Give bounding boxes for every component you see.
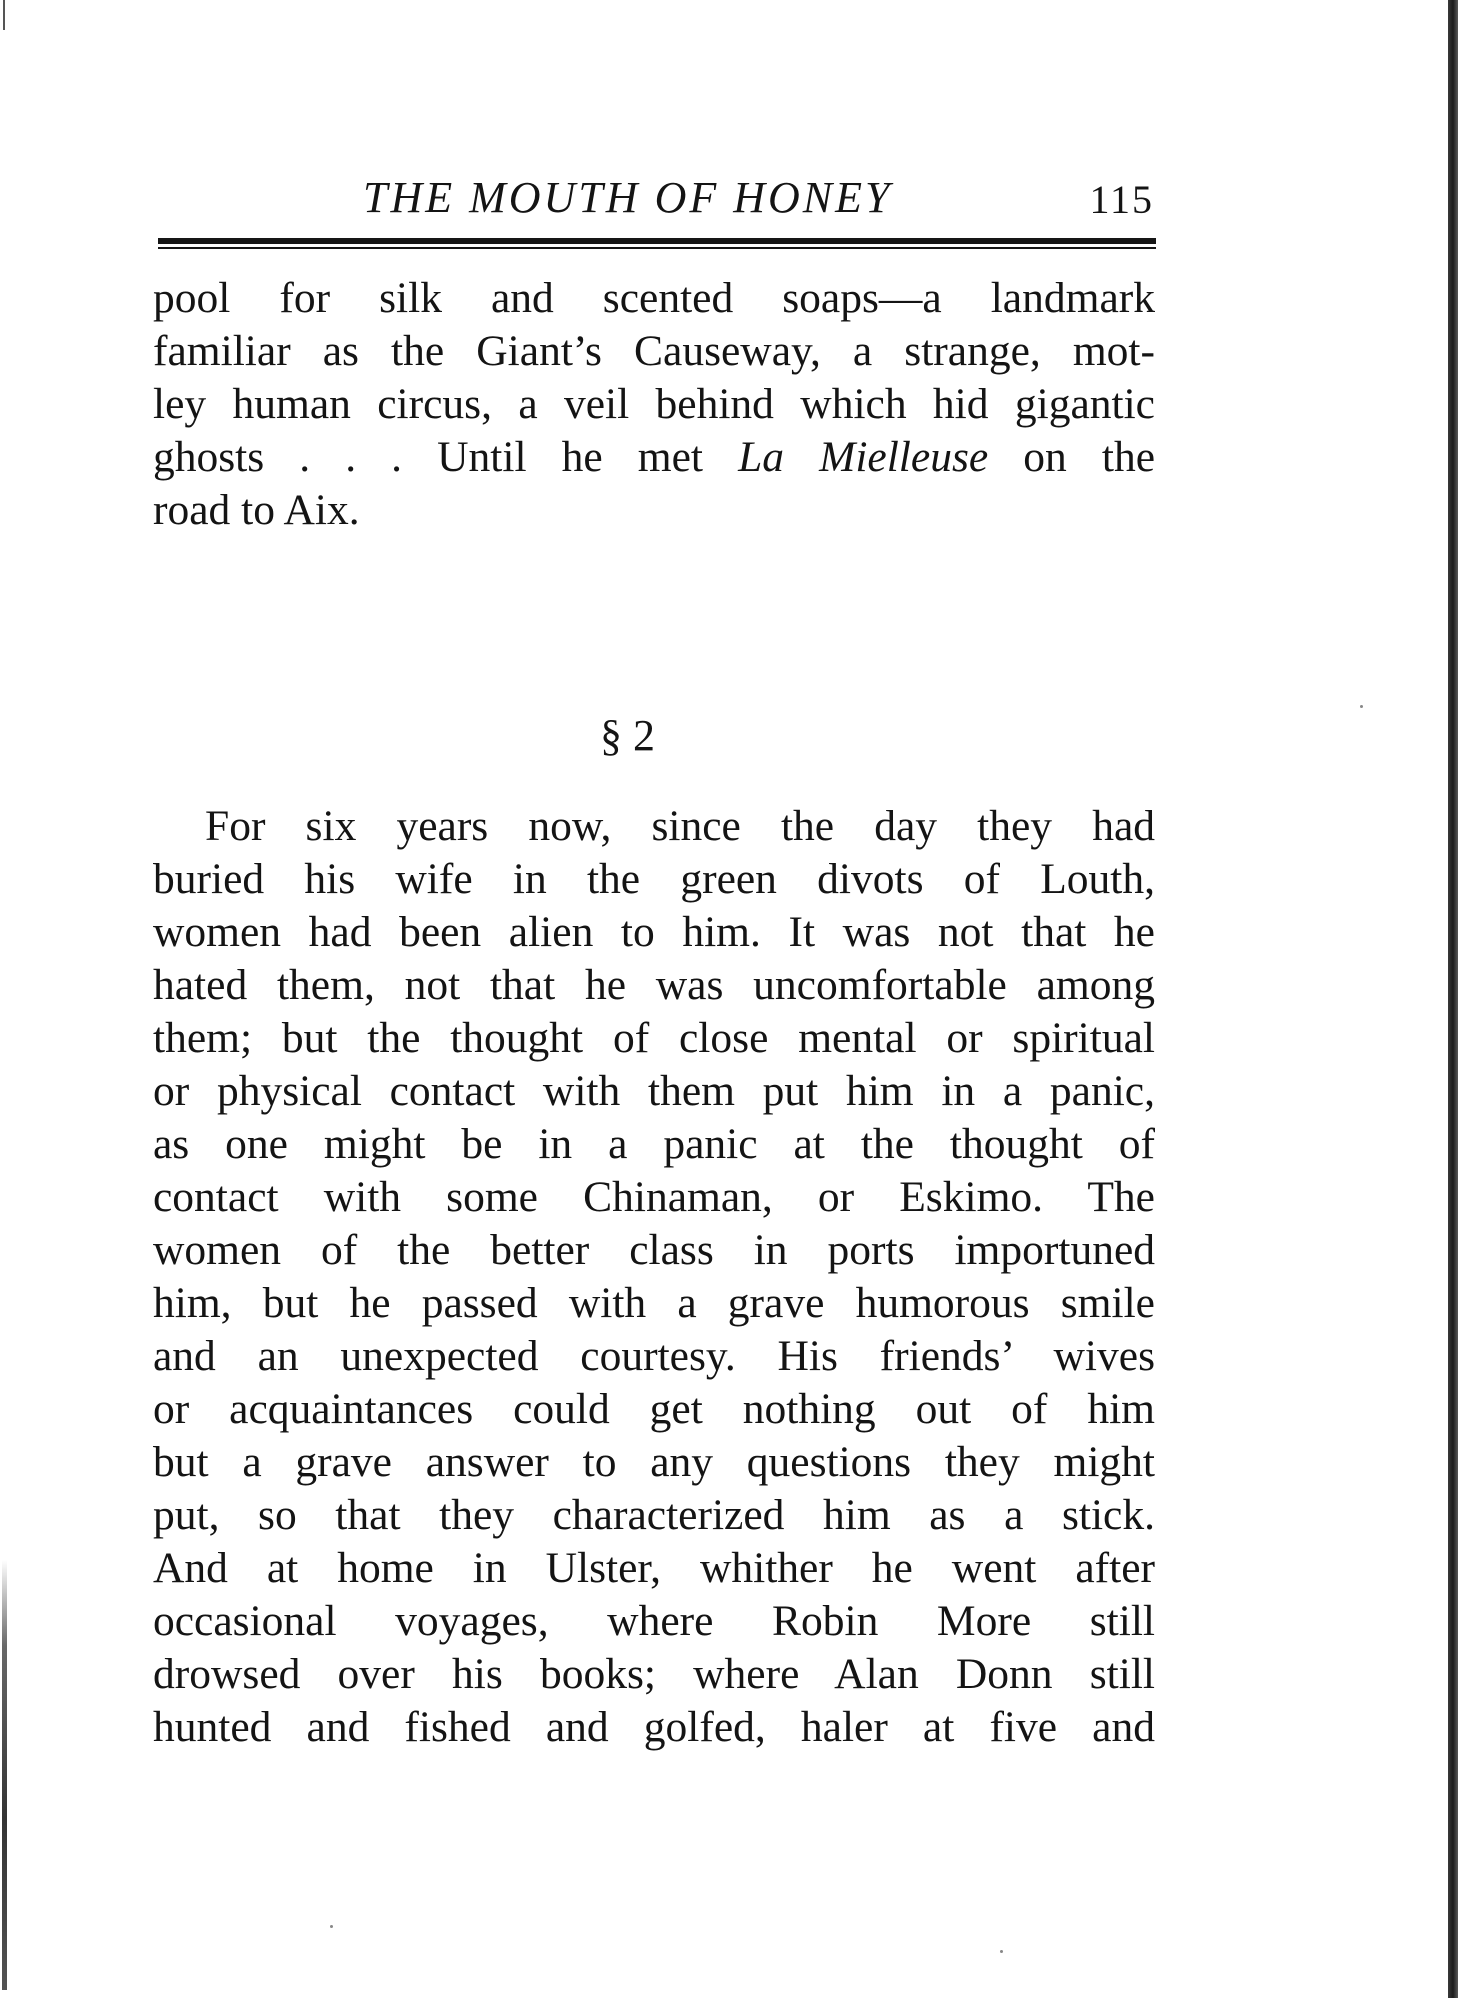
- paragraph-2-line: For six years now, since the day they had: [205, 802, 1155, 850]
- paragraph-2-line: or acquaintances could get nothing out of him: [153, 1385, 1155, 1433]
- header-rule-thin: [158, 247, 1156, 249]
- paragraph-1-line-4-text: ghosts . . . Until he met: [153, 433, 703, 481]
- paragraph-2-line: as one might be in a panic at the thought of: [153, 1120, 1155, 1168]
- paper-speck: [1360, 705, 1363, 708]
- paragraph-1-line-4-tail: on the: [1023, 433, 1156, 481]
- section-heading: § 2: [600, 711, 655, 760]
- paragraph-2-line: or physical contact with them put him in a panic,: [153, 1067, 1155, 1115]
- paragraph-2-line: contact with some Chinaman, or Eskimo. The: [153, 1173, 1155, 1221]
- italic-phrase: La Mielleuse: [738, 433, 989, 481]
- scan-edge-left: [2, 1560, 7, 1990]
- paragraph-2-line: put, so that they characterized him as a stick.: [153, 1491, 1155, 1539]
- paragraph-2-line: them; but the thought of close mental or spiritual: [153, 1014, 1155, 1062]
- paragraph-1-line-3: ley human circus, a veil behind which hid gigantic: [153, 380, 1155, 428]
- page-number: 115: [1089, 177, 1154, 222]
- paragraph-2-line: women had been alien to him. It was not that he: [153, 908, 1155, 956]
- paragraph-2-line: but a grave answer to any questions they might: [153, 1438, 1155, 1486]
- paragraph-2-line: And at home in Ulster, whither he went after: [153, 1544, 1155, 1592]
- paragraph-2: [153, 800, 1155, 1754]
- paragraph-2-line: hunted and fished and golfed, haler at five and: [153, 1703, 1155, 1751]
- paragraph-1-line-2: familiar as the Giant’s Causeway, a strange, mot-: [153, 327, 1155, 375]
- paragraph-2-line: and an unexpected courtesy. His friends’ wives: [153, 1332, 1155, 1380]
- paragraph-2-line: women of the better class in ports importuned: [153, 1226, 1155, 1274]
- paragraph-1-line-5: road to Aix.: [153, 486, 360, 534]
- binding-edge-right: [1448, 0, 1458, 1998]
- paragraph-2-line: drowsed over his books; where Alan Donn still: [153, 1650, 1155, 1698]
- paragraph-2-line: him, but he passed with a grave humorous smile: [153, 1279, 1155, 1327]
- paper-speck: [1000, 1950, 1003, 1953]
- paragraph-2-line: occasional voyages, where Robin More still: [153, 1597, 1155, 1645]
- paragraph-2-line: buried his wife in the green divots of Louth,: [153, 855, 1155, 903]
- running-header: [158, 172, 1158, 234]
- paragraph-2-line: hated them, not that he was uncomfortable among: [153, 961, 1155, 1009]
- paragraph-1: [153, 272, 1155, 537]
- scan-mark-left-top: [3, 0, 5, 30]
- running-title: THE MOUTH OF HONEY: [363, 173, 893, 222]
- paragraph-1-line-4: [153, 431, 1155, 484]
- header-rule-thick: [158, 238, 1156, 244]
- paragraph-1-line-1: pool for silk and scented soaps—a landmark: [153, 274, 1155, 322]
- paper-speck: [330, 1925, 333, 1928]
